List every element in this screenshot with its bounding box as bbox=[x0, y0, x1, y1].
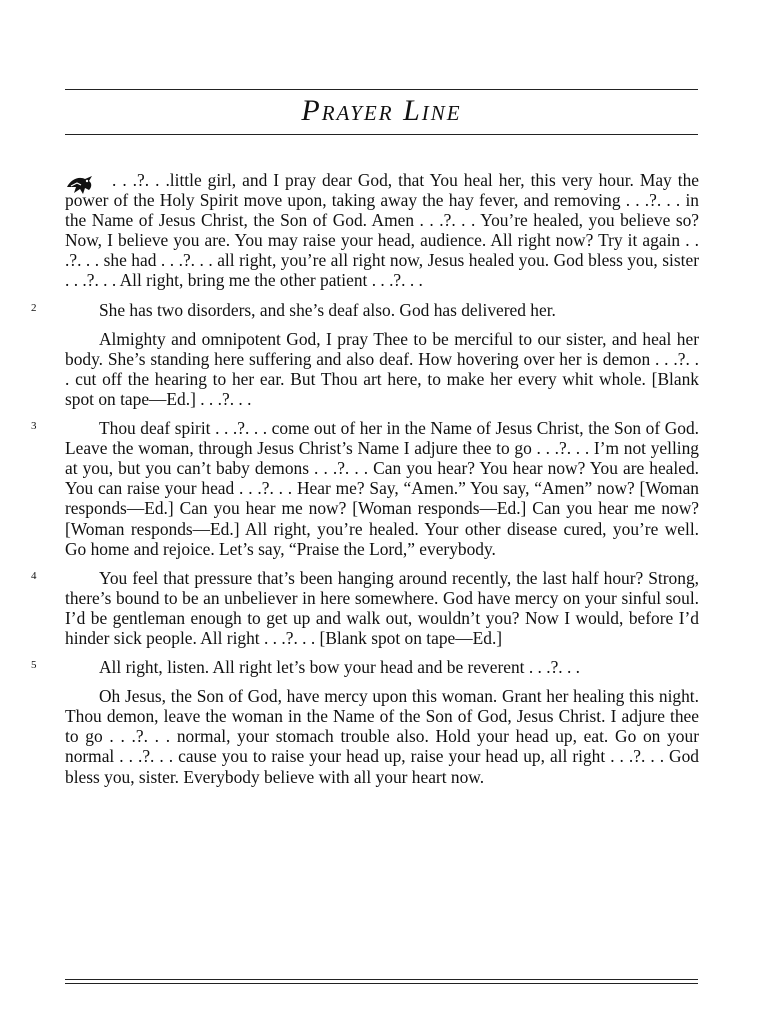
footer-rule-top bbox=[65, 979, 698, 980]
paragraph-text: . . .?. . .little girl, and I pray dear God, that You heal her, this very hour. May the power of the Holy Spirit move upon, taking away the hay fever, and removing . . .?. . . in the Name of Jesus Christ, the Son of God. Amen . . .?. . . You’re healed, you believe so? Now, I believe you are. You may raise your head, audience. All right now? Try it again . . .?. . . she had . . .?. . . all right, you’re all right now, Jesus healed you. God bless you, sister . . .?. . . All right, bring me the other patient . . .?. . . bbox=[65, 170, 699, 291]
paragraph-text: She has two disorders, and she’s deaf also. God has delivered her. bbox=[99, 299, 556, 320]
top-rule bbox=[65, 89, 698, 90]
paragraph-2 bbox=[31, 299, 699, 320]
paragraph-text: Almighty and omnipotent God, I pray Thee to be merciful to our sister, and heal her body. She’s standing here suffering and also deaf. How hovering over her is demon . . .?. . . cut off the hearing to her ear. But Thou art here, to make her every whit whole. [Blank spot on tape—Ed.] . . .?. . . bbox=[65, 328, 699, 409]
paragraph-text: You feel that pressure that’s been hanging around recently, the last half hour? Strong, there’s bound to be an unbeliever in here somewhere. God have mercy on your sinful soul. I’d be gentleman enough to get up and walk out, wouldn’t you? Now I would, before I’d hinder sick people. All right . . .?. . . [Blank spot on tape—Ed.] bbox=[65, 567, 699, 648]
paragraph-number: 4 bbox=[31, 569, 37, 582]
paragraph-number: 5 bbox=[31, 659, 37, 672]
paragraph-text: Thou deaf spirit . . .?. . . come out of her in the Name of Jesus Christ, the Son of God. Leave the woman, through Jesus Christ’s Name I adjure thee to go . . .?. . . I’m not yelling at you, but you can’t baby demons . . .?. . . Can you hear? You hear now? You are healed. You can raise your head . . .?. . . Hear me? Say, “Amen.” You say, “Amen” now? [Woman responds—Ed.] Can you hear me now? [Woman responds—Ed.] Can you hear me now? [Woman responds—Ed.] All right, you’re healed. Your other disease cured, you’re well. Go home and rejoice. Let’s say, “Praise the Lord,” everybody. bbox=[65, 418, 699, 559]
document-body bbox=[31, 170, 699, 796]
paragraph-number: 2 bbox=[31, 301, 37, 314]
title-underline bbox=[65, 134, 698, 135]
paragraph-1 bbox=[65, 170, 699, 291]
eagle-icon bbox=[65, 173, 95, 197]
paragraph-5 bbox=[31, 657, 699, 678]
paragraph-text: All right, listen. All right let’s bow your head and be reverent . . .?. . . bbox=[99, 657, 581, 678]
paragraph-5b bbox=[65, 686, 699, 786]
paragraph-text: Oh Jesus, the Son of God, have mercy upon this woman. Grant her healing this night. Thou demon, leave the woman in the Name of the Son of God, Jesus Christ. I adjure thee to go . . .?. . . normal, your stomach trouble also. Hold your head up, eat. Go on your normal . . .?. . . cause you to raise your head up, raise your head up, all right . . .?. . . God bless you, sister. Everybody believe with all your heart now. bbox=[65, 686, 699, 787]
paragraph-2b bbox=[65, 329, 699, 409]
paragraph-3 bbox=[31, 418, 699, 559]
footer-rule-bottom bbox=[65, 983, 698, 984]
page-title: Prayer Line bbox=[301, 94, 462, 127]
paragraph-4 bbox=[31, 567, 699, 648]
paragraph-number: 3 bbox=[31, 420, 37, 433]
